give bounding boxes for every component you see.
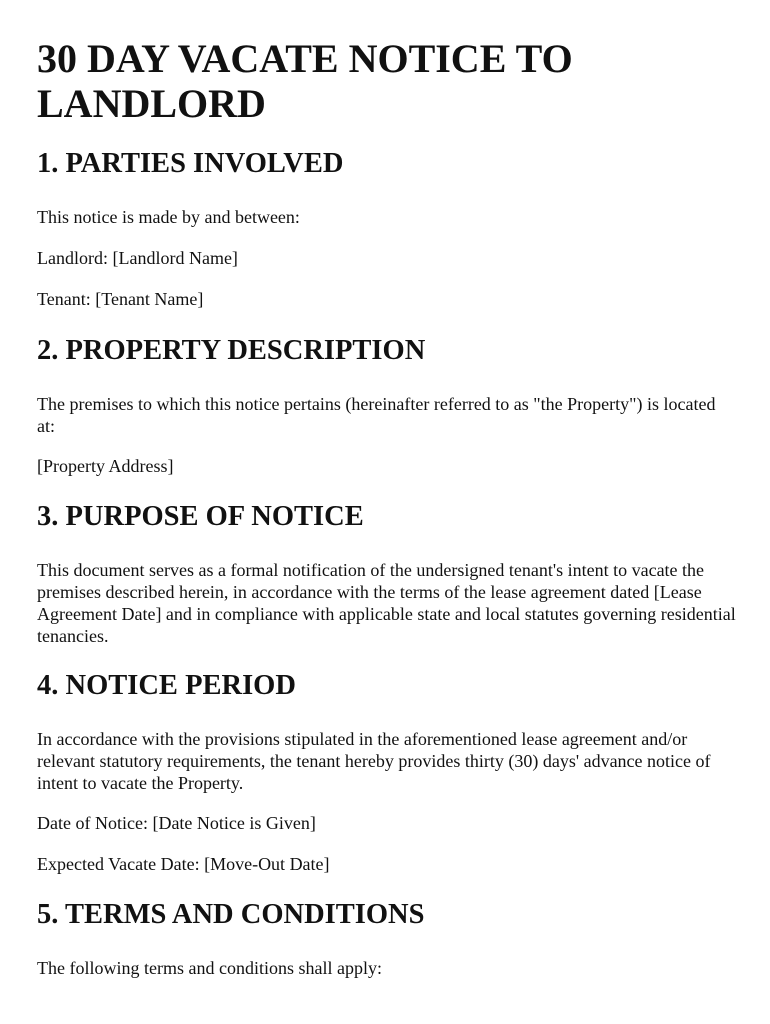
- paragraph-purpose: This document serves as a formal notification of the undersigned tenant's intent to vacate the premises described herein, in accordance with the terms of the lease agreement dated [Lease Agreement Date] and in compliance with applicable state and local statutes governing residential tenancies.: [37, 560, 736, 646]
- section-heading-parties: 1. PARTIES INVOLVED: [37, 148, 344, 179]
- paragraph-terms-intro: The following terms and conditions shall apply:: [37, 958, 382, 978]
- paragraph-landlord: Landlord: [Landlord Name]: [37, 248, 238, 268]
- paragraph-property-intro: The premises to which this notice pertains (hereinafter referred to as "the Property") is located at:: [37, 394, 716, 436]
- section-heading-purpose: 3. PURPOSE OF NOTICE: [37, 501, 364, 532]
- paragraph-property-address: [Property Address]: [37, 456, 174, 476]
- paragraph-date-of-notice: Date of Notice: [Date Notice is Given]: [37, 813, 316, 833]
- paragraph-vacate-date: Expected Vacate Date: [Move-Out Date]: [37, 854, 330, 874]
- section-heading-property: 2. PROPERTY DESCRIPTION: [37, 335, 426, 366]
- paragraph-notice-period: In accordance with the provisions stipulated in the aforementioned lease agreement and/or relevant statutory requirements, the tenant hereby provides thirty (30) days' advance notice of intent to vacate the Property.: [37, 729, 711, 793]
- document-title: 30 DAY VACATE NOTICE TO LANDLORD: [37, 36, 573, 126]
- section-heading-terms: 5. TERMS AND CONDITIONS: [37, 899, 425, 930]
- section-heading-notice-period: 4. NOTICE PERIOD: [37, 670, 296, 701]
- paragraph-tenant: Tenant: [Tenant Name]: [37, 289, 204, 309]
- paragraph-parties-intro: This notice is made by and between:: [37, 207, 300, 227]
